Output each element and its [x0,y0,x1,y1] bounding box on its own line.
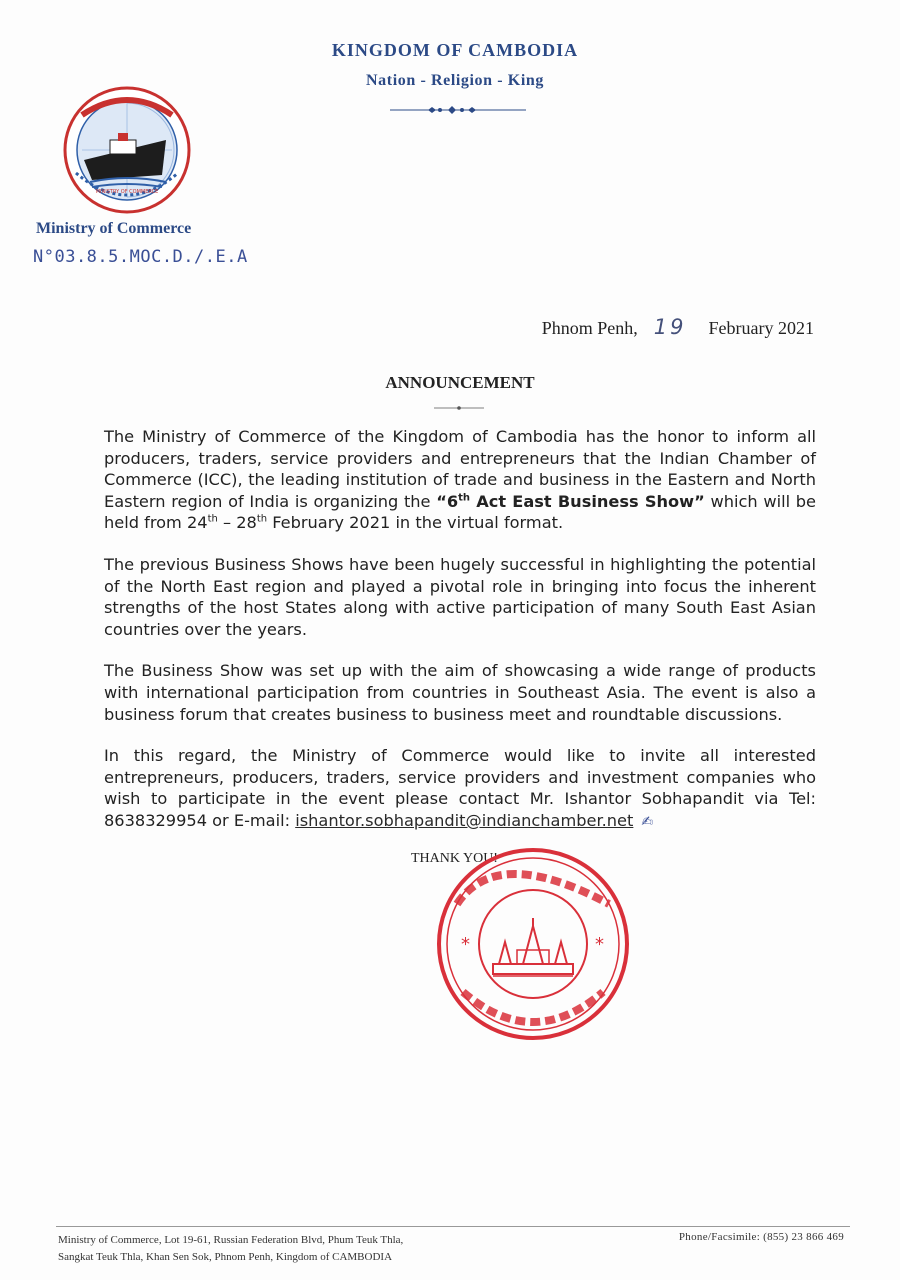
announcement-title: ANNOUNCEMENT [385,373,535,392]
event-name-sup: th [458,492,471,504]
date-month-year: February 2021 [708,318,814,338]
p1-text-a: The Ministry of Commerce of the Kingdom of Cambodia has the honor to inform all producers, traders, service providers and entrepreneurs that the Indian Chamber of Commerce (ICC), the leading institution of trade and business in the Eastern and North Eastern region of India is organizing the [104,427,816,511]
footer-address-line-1: Ministry of Commerce, Lot 19-61, Russian Federation Blvd, Phum Teuk Thla, [58,1234,404,1246]
kingdom-title: KINGDOM OF CAMBODIA [331,40,579,60]
date-day-handwritten: 19 [653,315,687,339]
footer-address [58,1232,403,1266]
p1-sup-2: th [256,513,268,525]
ministry-logo [62,85,192,215]
header-ornament [388,103,528,117]
paragraph-1 [104,426,816,534]
date-city: Phnom Penh, [541,318,638,338]
event-name-b: Act East Business Show” [470,491,705,511]
footer-divider [56,1226,850,1227]
title-ornament [434,404,484,412]
national-motto: Nation - Religion - King [366,72,544,89]
paragraph-3: The Business Show was set up with the aim of showcasing a wide range of products with international participation from countries in Southeast Asia. The event is also a business forum that creates business to business meet and roundtable discussions. [104,661,816,724]
logo-caption: MINISTRY OF COMMERCE [95,189,159,195]
footer-address-line-2: Sangkat Teuk Thla, Khan Sen Sok, Phnom Penh, Kingdom of CAMBODIA [58,1251,393,1263]
ministry-name: Ministry of Commerce [36,220,192,237]
p1-text-d: February 2021 in the virtual format. [267,513,564,533]
official-seal-stamp [433,844,633,1044]
paragraph-4 [104,745,816,833]
event-name [436,492,705,511]
p1-sup-1: th [207,513,218,525]
svg-text:*: * [595,934,604,955]
p4-text: In this regard, the Ministry of Commerce would like to invite all interested entrepreneurs, producers, traders, service providers and investment companies who wish to participate in the event please contact Mr. Ishantor Sobhapandit via Tel: 8638329954 or E-mail: [104,746,816,830]
paragraph-2: The previous Business Shows have been hugely successful in highlighting the potential of the North East region and played a pivotal role in bringing into focus the inherent strengths of the host States along with active participation of many South East Asian countries over the years. [104,554,816,639]
footer-phone: Phone/Facsimile: (855) 23 866 469 [678,1231,844,1243]
announcement-body [104,426,816,854]
thank-you: THANK YOU! [411,851,498,866]
event-name-a: “6 [436,491,459,511]
svg-text:*: * [461,934,470,955]
handwritten-initial: ✍ [641,813,654,830]
reference-number: N°03.8.5.MOC.D./.E.A [33,247,248,267]
p1-text-c: – 28 [217,513,257,533]
dateline [542,315,814,339]
p1-text-b: which will be held from 24 [104,491,817,533]
contact-email-link[interactable]: ishantor.sobhapandit@indianchamber.net [295,810,634,830]
